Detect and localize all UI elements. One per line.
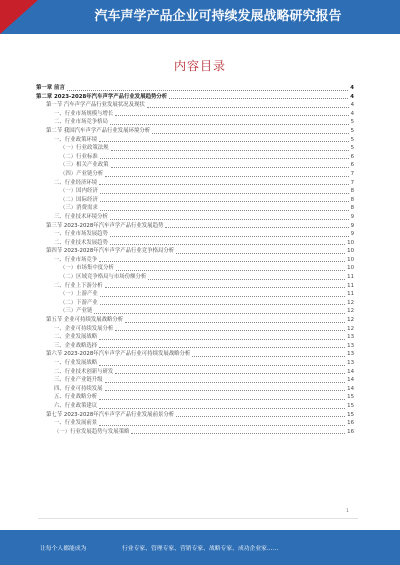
toc-dot-leader [131, 433, 345, 434]
toc-dot-leader [67, 90, 348, 91]
toc-entry[interactable] [36, 419, 354, 428]
toc-entry-page: 16 [347, 428, 354, 435]
toc-dot-leader [105, 382, 346, 383]
toc-entry[interactable] [36, 101, 354, 110]
toc-dot-leader [100, 158, 349, 159]
toc-entry[interactable] [36, 187, 354, 196]
toc-entry-page: 15 [347, 411, 354, 418]
toc-entry[interactable] [36, 411, 354, 420]
toc-entry-page: 10 [347, 239, 354, 246]
toc-dot-leader [100, 201, 349, 202]
toc-entry-page: 11 [347, 291, 354, 298]
toc-entry[interactable] [36, 376, 354, 385]
toc-entry-title: 五、行业战略分析 [54, 394, 98, 401]
toc-dot-leader [100, 193, 349, 194]
toc-dot-leader [110, 244, 345, 245]
toc-entry[interactable] [36, 402, 354, 411]
toc-entry-title: 二、行业技术创新与研发 [54, 368, 114, 375]
toc-entry-page: 10 [347, 256, 354, 263]
toc-entry[interactable] [36, 307, 354, 316]
toc-dot-leader [169, 98, 348, 99]
toc-entry-page: 16 [347, 420, 354, 427]
table-of-contents [36, 84, 354, 436]
report-header [0, 0, 400, 34]
toc-dot-leader [99, 347, 345, 348]
toc-entry-page: 4 [350, 102, 354, 109]
toc-entry-title: （二）下游产业 [60, 299, 98, 306]
toc-entry-page: 5 [350, 145, 354, 152]
report-footer [0, 530, 400, 565]
toc-entry-title: 一、行业市场竞争 [54, 256, 98, 263]
toc-entry-title: （三）相关产业政策 [60, 162, 109, 169]
toc-entry-page: 14 [347, 368, 354, 375]
toc-entry-title: 一、行业政策环境 [54, 136, 98, 143]
footer-slogan-left: 让每个人都能成为 [40, 546, 87, 552]
toc-dot-leader [176, 416, 345, 417]
toc-dot-leader [111, 150, 349, 151]
toc-dot-leader [99, 399, 345, 400]
toc-entry-title: 四、行业可持续发展 [54, 385, 103, 392]
toc-entry[interactable] [36, 179, 354, 188]
toc-entry-page: 4 [350, 110, 354, 117]
toc-dot-leader [115, 373, 345, 374]
toc-entry-page: 6 [350, 162, 354, 169]
toc-entry-title: （二）行业标准 [60, 153, 98, 160]
toc-entry-title: 第七节 2023-2028年汽车声学产品行业发展前景分析 [46, 411, 175, 418]
toc-entry-page: 12 [347, 308, 354, 315]
toc-dot-leader [110, 219, 349, 220]
toc-dot-leader [100, 296, 345, 297]
toc-entry[interactable] [36, 290, 354, 299]
toc-entry-title: 一、行业市场规模与增长 [54, 110, 114, 117]
toc-entry-page: 6 [350, 153, 354, 160]
toc-entry-page: 13 [347, 342, 354, 349]
toc-entry[interactable] [36, 213, 354, 222]
footer-slogan-right: 行业专家、管理专家、营销专家、战略专家、成功企业家…… [122, 546, 279, 552]
toc-dot-leader [99, 339, 345, 340]
toc-entry[interactable] [36, 230, 354, 239]
toc-entry[interactable] [36, 93, 354, 102]
toc-entry-title: （三）消费需求 [60, 205, 98, 212]
toc-dot-leader [152, 133, 348, 134]
toc-entry[interactable] [36, 204, 354, 213]
toc-entry-title: 一、行业发展前景 [54, 420, 98, 427]
toc-entry[interactable] [36, 428, 354, 437]
toc-entry-page: 12 [347, 299, 354, 306]
toc-entry[interactable] [36, 350, 354, 359]
toc-entry[interactable] [36, 170, 354, 179]
toc-entry[interactable] [36, 118, 354, 127]
toc-dot-leader [100, 210, 349, 211]
toc-entry[interactable] [36, 393, 354, 402]
toc-entry-page: 12 [347, 317, 354, 324]
toc-entry[interactable] [36, 153, 354, 162]
toc-entry-page: 10 [347, 248, 354, 255]
toc-dot-leader [105, 390, 346, 391]
toc-entry-title: （一）国内经济 [60, 188, 98, 195]
toc-dot-leader [110, 236, 349, 237]
toc-entry-page: 7 [350, 179, 354, 186]
toc-dot-leader [100, 304, 345, 305]
toc-entry-page: 14 [347, 385, 354, 392]
toc-entry[interactable] [36, 316, 354, 325]
toc-dot-leader [94, 313, 345, 314]
toc-entry[interactable] [36, 247, 354, 256]
toc-entry-page: 8 [350, 188, 354, 195]
toc-entry-page: 4 [350, 85, 354, 91]
toc-entry[interactable] [36, 161, 354, 170]
toc-entry-page: 11 [347, 274, 354, 281]
toc-dot-leader [111, 167, 349, 168]
toc-entry-title: （四）产业链分析 [60, 170, 104, 177]
toc-dot-leader [165, 227, 348, 228]
toc-entry-page: 15 [347, 394, 354, 401]
toc-entry-title: 一、企业可持续发展分析 [54, 325, 114, 332]
toc-dot-leader [116, 270, 345, 271]
toc-entry[interactable] [36, 325, 354, 334]
toc-entry-page: 13 [347, 351, 354, 358]
toc-entry[interactable] [36, 84, 354, 93]
toc-entry-title: 第三节 2023-2028年汽车声学产品行业发展趋势 [46, 222, 164, 229]
toc-entry-page: 5 [350, 127, 354, 134]
toc-entry-page: 5 [350, 119, 354, 126]
toc-entry-title: 二、企业发展战略 [54, 334, 98, 341]
toc-entry-title: 第四节 2023-2028年汽车声学产品行业竞争格局分析 [46, 248, 175, 255]
toc-entry[interactable] [36, 222, 354, 231]
toc-entry-page: 8 [350, 196, 354, 203]
toc-entry-title: 三、企业战略选择 [54, 342, 98, 349]
toc-dot-leader [99, 365, 345, 366]
footer-divider [38, 518, 358, 519]
toc-entry[interactable] [36, 273, 354, 282]
toc-dot-leader [99, 425, 345, 426]
toc-entry[interactable] [36, 144, 354, 153]
toc-dot-leader [115, 115, 348, 116]
toc-entry-title: （二）国际经济 [60, 196, 98, 203]
toc-dot-leader [99, 261, 345, 262]
toc-entry[interactable] [36, 359, 354, 368]
toc-entry-title: 三、行业产业链升级 [54, 377, 103, 384]
toc-dot-leader [115, 330, 345, 331]
toc-dot-leader [99, 141, 348, 142]
toc-entry-page: 7 [350, 170, 354, 177]
toc-entry[interactable] [36, 110, 354, 119]
toc-entry-title: 二、行业市场竞争格局 [54, 119, 108, 126]
toc-entry-title: 第一节 汽车声学产品行业发展状况及现状 [46, 102, 145, 109]
toc-entry-title: 六、行业政策建议 [54, 402, 98, 409]
toc-entry[interactable] [36, 264, 354, 273]
toc-entry-page: 14 [347, 377, 354, 384]
toc-entry-title: （三）产业链 [60, 308, 93, 315]
toc-entry-title: （一）市场集中度分析 [60, 265, 114, 272]
toc-dot-leader [105, 176, 348, 177]
toc-entry[interactable] [36, 196, 354, 205]
toc-entry-page: 9 [350, 222, 354, 229]
toc-dot-leader [147, 107, 349, 108]
toc-entry-title: 三、行业技术环境分析 [54, 213, 108, 220]
toc-entry-title: 一、行业发展战略 [54, 360, 98, 366]
page-number: 1 [346, 509, 349, 514]
toc-entry[interactable] [36, 342, 354, 351]
toc-entry[interactable] [36, 136, 354, 145]
toc-entry-title: 第六节 2023-2028年汽车声学产品行业可持续发展战略分析 [46, 351, 191, 358]
toc-entry-page: 13 [347, 334, 354, 341]
toc-dot-leader [99, 184, 348, 185]
toc-entry-page: 10 [347, 265, 354, 272]
toc-entry[interactable] [36, 368, 354, 377]
toc-dot-leader [125, 322, 345, 323]
toc-dot-leader [110, 124, 349, 125]
toc-entry-page: 11 [347, 282, 354, 289]
toc-dot-leader [105, 287, 346, 288]
toc-entry-title: 一、行业市场发展趋势 [54, 231, 108, 238]
toc-entry[interactable] [36, 239, 354, 248]
toc-heading: 内容目录 [173, 59, 226, 73]
toc-entry-page: 12 [347, 325, 354, 332]
toc-entry[interactable] [36, 256, 354, 265]
toc-entry-page: 5 [350, 136, 354, 143]
toc-entry-title: 第五节 企业可持续发展战略分析 [46, 317, 124, 324]
toc-entry-title: 第一章 前言 [36, 85, 65, 91]
toc-entry[interactable] [36, 299, 354, 308]
toc-dot-leader [192, 356, 345, 357]
toc-entry-title: （二）区域竞争格局与市场份额分析 [60, 274, 147, 281]
toc-entry-title: 二、行业经济环境 [54, 179, 98, 186]
toc-entry-page: 13 [347, 360, 354, 366]
report-title: 汽车声学产品企业可持续发展战略研究报告 [94, 9, 342, 24]
toc-entry-page: 9 [350, 213, 354, 220]
toc-dot-leader [99, 408, 345, 409]
toc-entry[interactable] [36, 127, 354, 136]
toc-entry-page: 4 [350, 93, 354, 100]
toc-entry-title: 二、行业上下游分析 [54, 282, 103, 289]
toc-entry-title: 二、行业技术发展趋势 [54, 239, 108, 246]
toc-entry-title: （一）行业发展趋势与发展策略 [54, 428, 130, 435]
toc-entry-title: （一）上游产业 [60, 291, 98, 298]
header-red-corner [0, 0, 38, 34]
toc-dot-leader [148, 279, 345, 280]
toc-entry-title: （一）行业政策法规 [60, 145, 109, 152]
toc-entry-title: 第二章 2023-2028年汽车声学产品行业发展趋势分析 [36, 93, 168, 100]
toc-entry[interactable] [36, 385, 354, 394]
toc-entry[interactable] [36, 333, 354, 342]
toc-dot-leader [176, 253, 345, 254]
toc-entry-page: 15 [347, 402, 354, 409]
toc-entry-page: 8 [350, 205, 354, 212]
toc-entry-title: 第二节 我国汽车声学产品行业发展环境分析 [46, 127, 151, 134]
toc-entry[interactable] [36, 282, 354, 291]
toc-entry-page: 9 [350, 231, 354, 238]
